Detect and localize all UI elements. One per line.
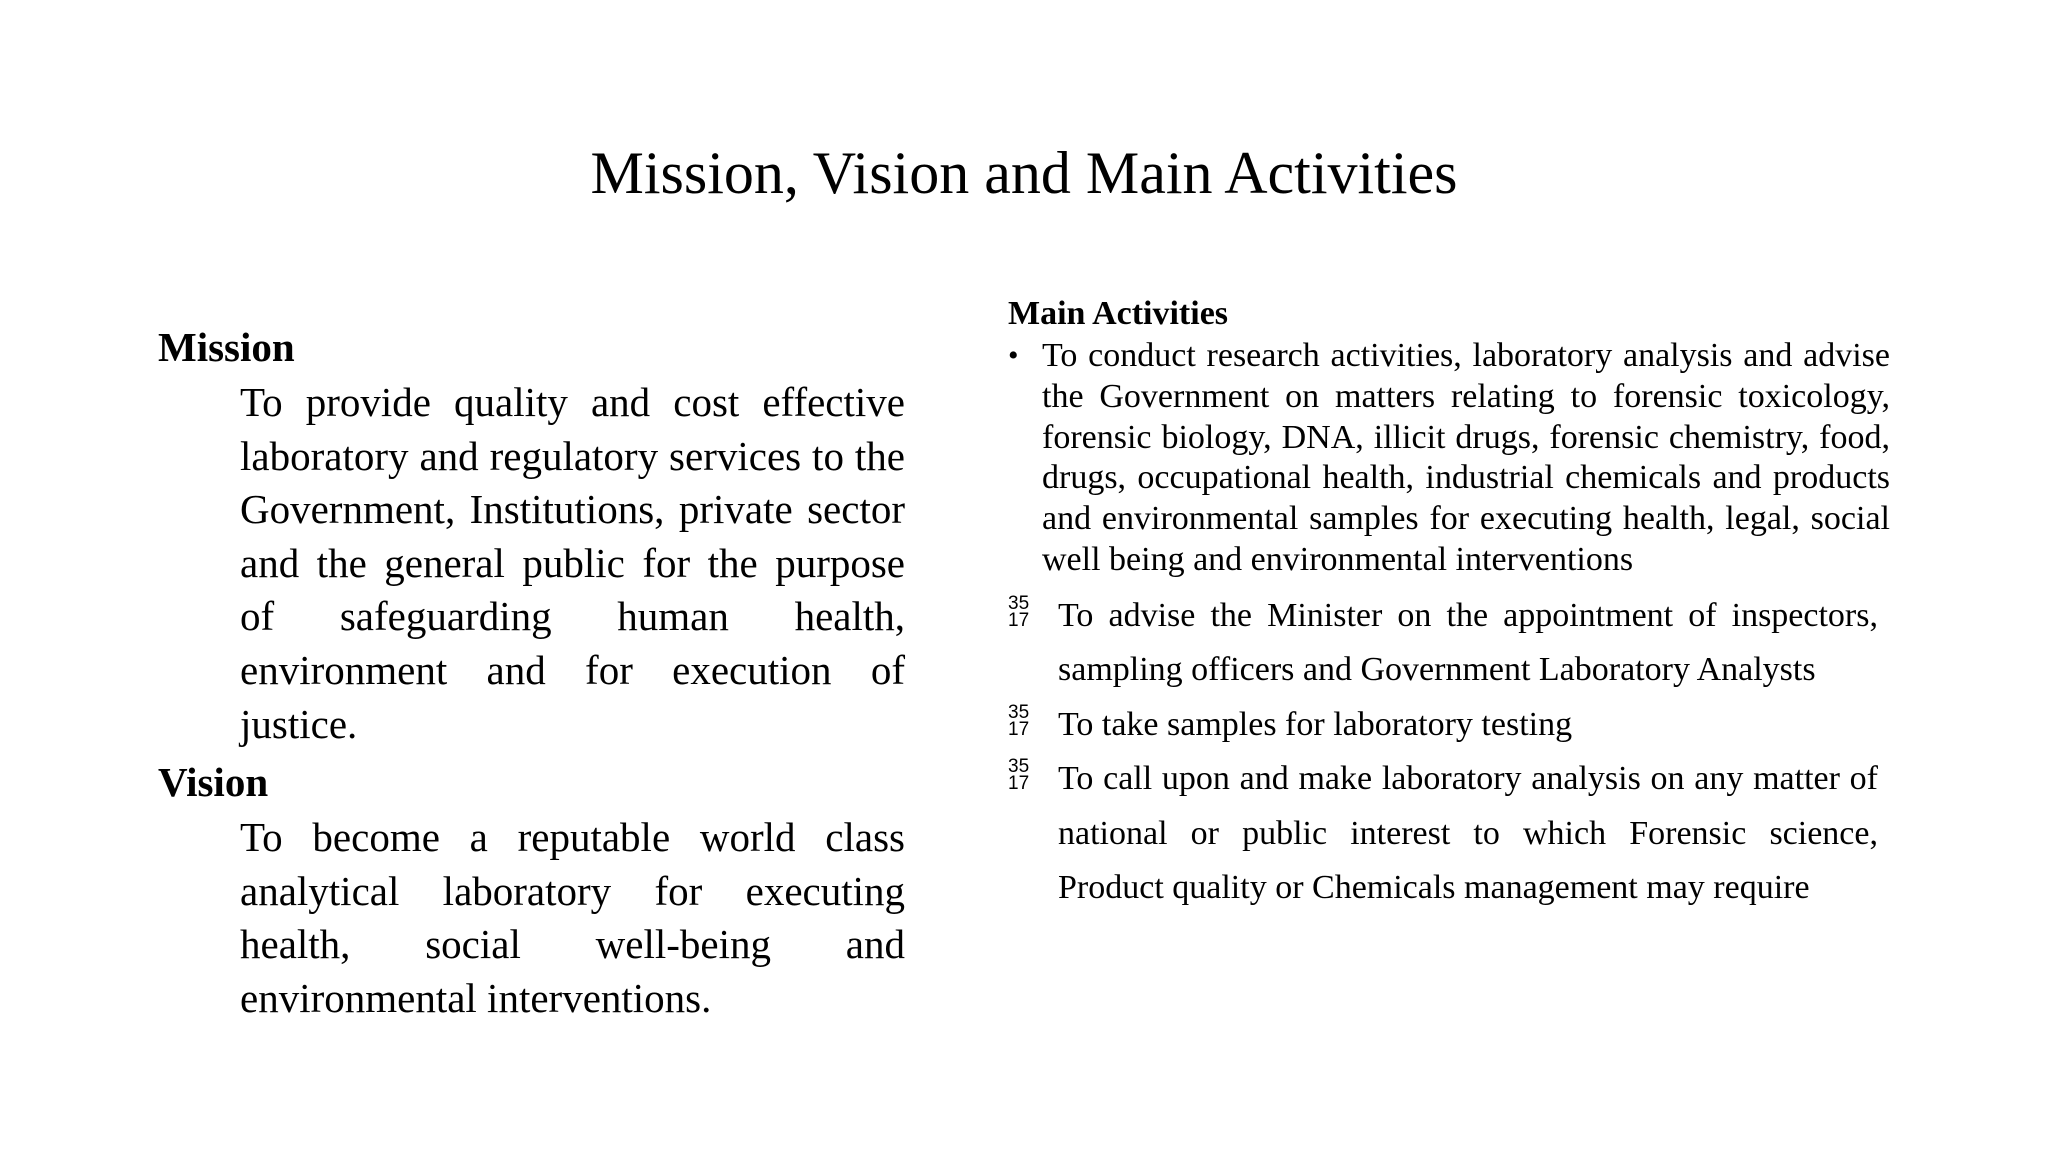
activity-text: To advise the Minister on the appointment of inspectors, sampling officers and Government Laboratory Analysts	[1058, 596, 1878, 689]
list-marker-bottom: 17	[1008, 609, 1030, 631]
vision-text: To become a reputable world class analytical laboratory for executing health, social well-being and environmental interventions.	[240, 814, 905, 1021]
activity-text: To conduct research activities, laboratory analysis and advise the Government on matters relating to forensic toxicology, forensic biology, DNA, illicit drugs, forensic chemistry, food, drugs, occupational health, industrial chemicals and products and environmental samples for executing health, legal, social well being and environmental interventions	[1042, 337, 1890, 578]
mission-section	[158, 322, 908, 751]
activity-text: To take samples for laboratory testing	[1058, 705, 1573, 743]
list-marker-icon	[1008, 701, 1036, 740]
activity-list-item	[1008, 589, 1878, 698]
activity-bullet-item	[1008, 336, 1890, 581]
list-marker-top: 35	[1008, 756, 1030, 778]
activity-list-item	[1008, 698, 1878, 753]
list-marker-top: 35	[1008, 592, 1030, 614]
list-marker-icon	[1008, 592, 1036, 631]
main-activities-column	[1008, 292, 1893, 916]
list-marker-bottom: 17	[1008, 773, 1030, 795]
vision-section	[158, 757, 908, 1025]
list-marker-icon	[1008, 756, 1036, 795]
bullet-icon: •	[1008, 339, 1019, 372]
activity-text: To call upon and make laboratory analysis on any matter of national or public interest to which Forensic science, Product quality or Chemicals management may require	[1058, 760, 1878, 907]
main-activities-heading: Main Activities	[1008, 295, 1229, 332]
list-marker-top: 35	[1008, 701, 1030, 723]
mission-text: To provide quality and cost effective laboratory and regulatory services to the Government, Institutions, private sector and the general public for the purpose of safeguarding human health, environment and for execution of justice.	[240, 379, 905, 747]
mission-vision-column	[158, 322, 908, 1026]
mission-heading: Mission	[158, 324, 295, 370]
activity-list-item	[1008, 752, 1878, 916]
list-marker-bottom: 17	[1008, 718, 1030, 740]
vision-heading: Vision	[158, 759, 269, 806]
slide-title: Mission, Vision and Main Activities	[590, 140, 1458, 206]
